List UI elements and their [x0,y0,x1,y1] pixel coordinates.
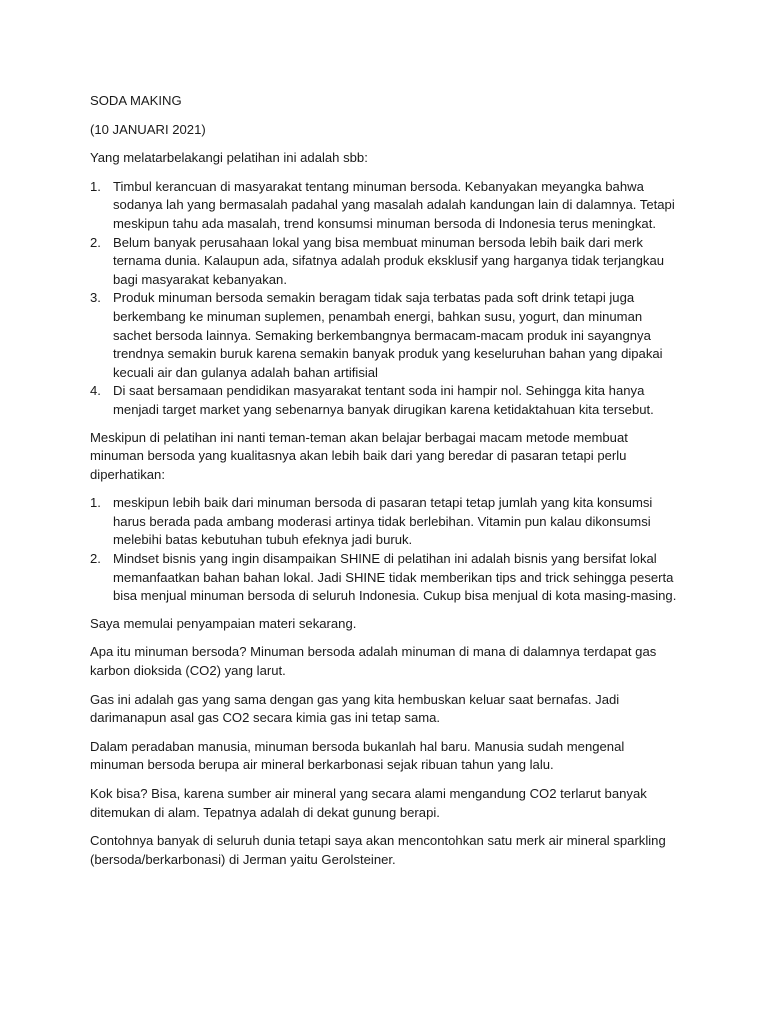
list-item [90,494,680,550]
list-item [90,178,680,234]
contoh-paragraph: Contohnya banyak di seluruh dunia tetapi saya akan mencontohkan satu merk air mineral sparkling (bersoda/berkarbonasi) di Jerman yaitu Gerolsteiner. [90,833,666,867]
list-item-text: Mindset bisnis yang ingin disampaikan SHINE di pelatihan ini adalah bisnis yang bersifat lokal memanfaatkan bahan bahan lokal. Jadi SHINE tidak memberikan tips and trick sehingga peserta bisa menjual minuman bersoda di seluruh Indonesia. Cukup bisa menjual di kota masing-masing. [113,551,677,604]
mulai-paragraph: Saya memulai penyampaian materi sekarang. [90,615,357,631]
list-number: 2. [90,551,101,567]
intro-paragraph: Yang melatarbelakangi pelatihan ini adalah sbb: [90,150,368,166]
apa-paragraph: Apa itu minuman bersoda? Minuman bersoda adalah minuman di mana di dalamnya terdapat gas karbon dioksida (CO2) yang larut. [90,644,657,679]
background-list [90,178,680,420]
notes-list [90,494,680,606]
kok-paragraph: Kok bisa? Bisa, karena sumber air mineral yang secara alami mengandung CO2 terlarut banyak ditemukan di alam. Tepatnya adalah di dekat gunung berapi. [90,786,647,820]
list-number: 2. [90,234,101,250]
document-date: (10 JANUARI 2021) [90,121,206,137]
list-number: 4. [90,383,101,399]
list-number: 1. [90,178,101,194]
gas-paragraph: Gas ini adalah gas yang sama dengan gas yang kita hembuskan keluar saat bernafas. Jadi darimanapun asal gas CO2 secara kimia gas ini tetap sama. [90,691,620,726]
document-title: SODA MAKING [90,93,182,108]
list-item [90,289,680,382]
list-item [90,234,680,290]
meskipun-paragraph: Meskipun di pelatihan ini nanti teman-teman akan belajar berbagai macam metode membuat minuman bersoda yang kualitasnya akan lebih baik dari yang beredar di pasaran tetapi perlu diperhatikan: [90,429,628,482]
list-item-text: Timbul kerancuan di masyarakat tentang minuman bersoda. Kebanyakan meyangka bahwa sodanya lah yang bermasalah padahal yang masalah adalah kandungan lain di dalamnya. Tetapi meskipun tahu ada masalah, trend konsumsi minuman bersoda di Indonesia terus meningkat. [113,178,675,231]
list-item-text: Belum banyak perusahaan lokal yang bisa membuat minuman bersoda lebih baik dari merk ternama dunia. Kalaupun ada, sifatnya adalah produk eksklusif yang harganya tidak terjangkau bagi masyarakat kebanyakan. [113,234,665,287]
list-item [90,382,680,419]
list-number: 3. [90,290,101,306]
list-item [90,550,680,606]
list-item-text: Di saat bersamaan pendidikan masyarakat tentant soda ini hampir nol. Sehingga kita hanya menjadi target market yang sebenarnya banyak dirugikan karena ketidaktahuan kita tersebut. [113,383,654,417]
list-item-text: Produk minuman bersoda semakin beragam tidak saja terbatas pada soft drink tetapi juga berkembang ke minuman suplemen, penambah energi, bahkan susu, yogurt, dan minuman sachet bersoda lainnya. Semaking berkembangnya bermacam-macam produk ini sayangnya trendnya semakin buruk karena semakin banyak produk yang keseluruhan bahan yang dipakai kecuali air dan gulanya adalah bahan artifisial [113,290,663,380]
peradaban-paragraph: Dalam peradaban manusia, minuman bersoda bukanlah hal baru. Manusia sudah mengenal minuman bersoda berupa air mineral berkarbonasi sejak ribuan tahun yang lalu. [90,738,625,773]
list-item-text: meskipun lebih baik dari minuman bersoda di pasaran tetapi tetap jumlah yang kita konsumsi harus berada pada ambang moderasi artinya tidak berlebihan. Vitamin pun kalau dikonsumsi melebihi batas kebutuhan tubuh efeknya jadi buruk. [113,495,653,548]
document-page [90,92,680,879]
list-number: 1. [90,495,101,511]
